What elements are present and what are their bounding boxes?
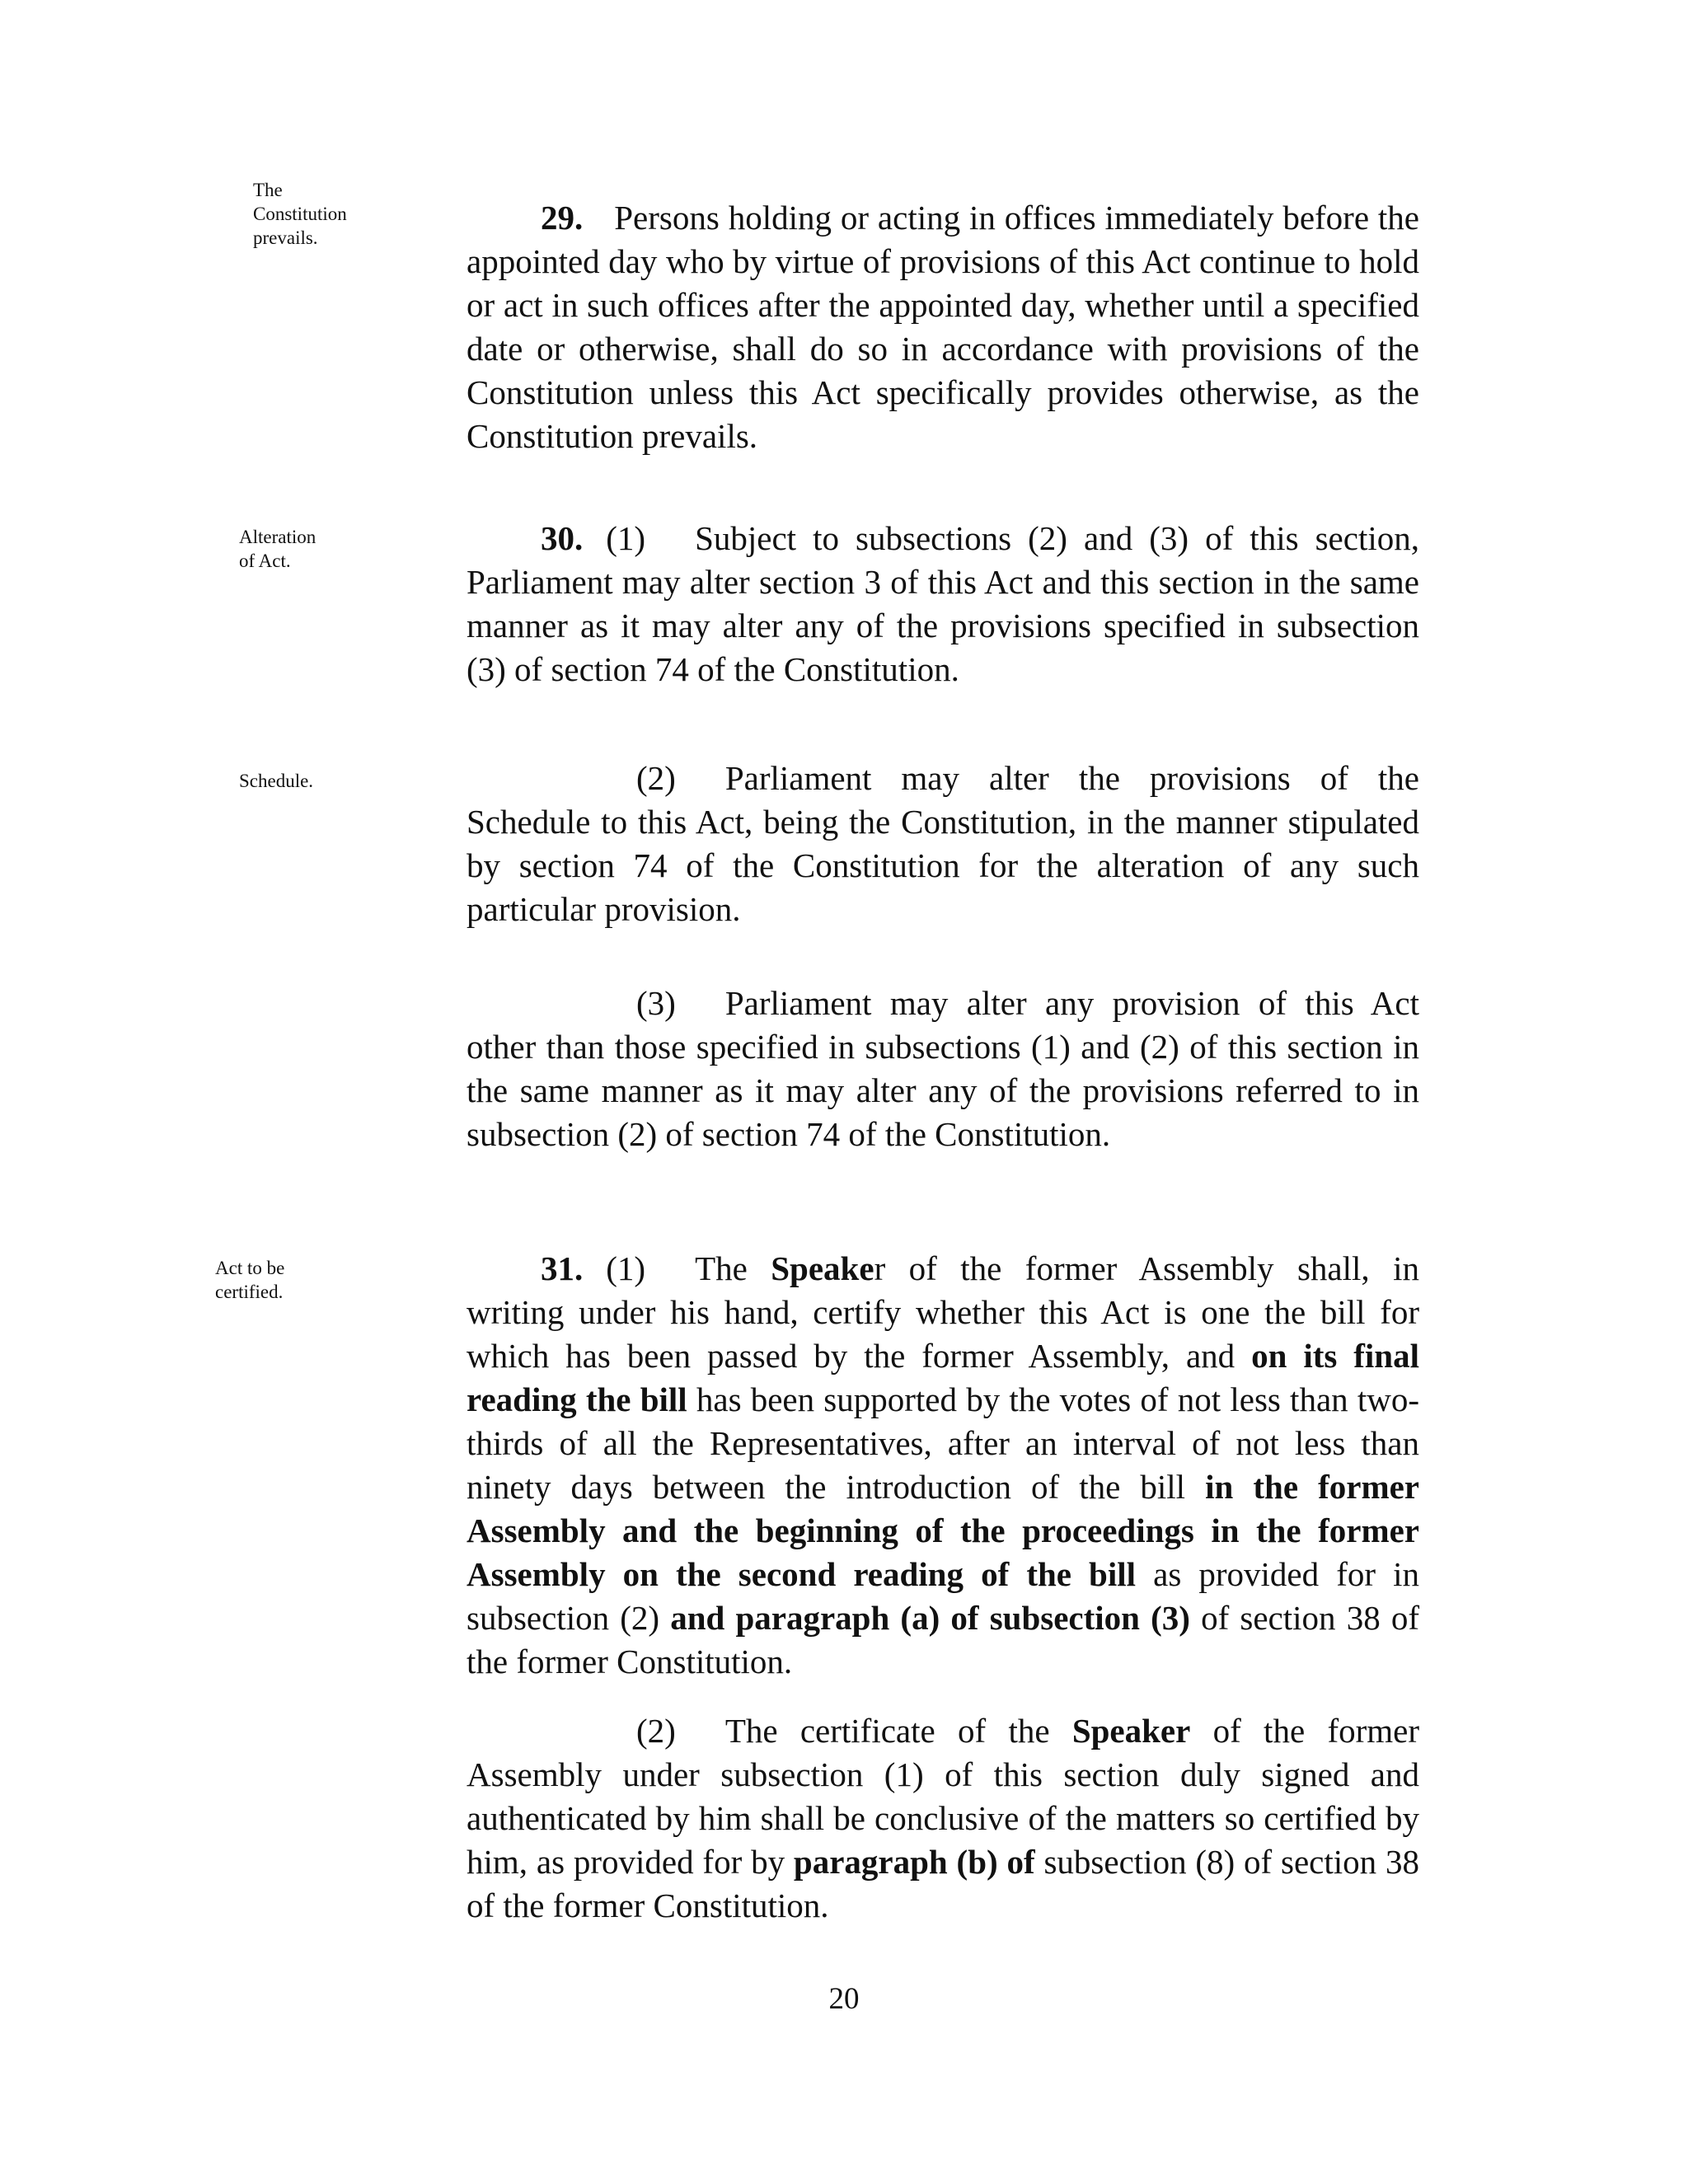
margin-note-alteration-of-act [239,525,316,573]
section-29 [467,196,1419,458]
text-run: The [695,1249,771,1287]
bold-run: Speake [771,1249,874,1287]
margin-note-line: Act to be [215,1258,285,1278]
margin-note-line: certified. [215,1282,284,1302]
subsection-text: Parliament may alter the provisions of the Schedule to this Act, being the Constitution, in the manner stipulated by section 74 of the Constitution for the alteration of any such particular provision. [467,759,1419,928]
section-number: 29. [541,199,584,237]
subsection-label: (2) [636,1712,676,1750]
subsection-label: (3) [636,984,676,1022]
bold-run: in the former Assembly and the beginning of the proceedings in the former Assembly on the second reading of the bill [467,1468,1419,1593]
section-number: 31. [541,1249,584,1287]
subsection-text: Subject to subsections (2) and (3) of this section, Parliament may alter section 3 of this Act and this section in the same manner as it may alter any of the provisions specified in subsection (3) of section 74 of the Constitution. [467,519,1419,688]
margin-note-line: Schedule. [239,771,314,791]
margin-note-line: Constitution [253,204,347,224]
section-30-subsection-2 [467,757,1419,931]
page-number: 20 [828,1982,860,2016]
text-run: r of the former Assembly shall, in writing under his hand, certify whether this Act is one the bill for which has been passed by the former Assembly, and [467,1249,1419,1375]
margin-note-schedule [239,769,313,793]
section-31-subsection-2 [467,1709,1419,1928]
bold-run: on its final reading the bill [467,1337,1419,1418]
bold-run: and paragraph (a) of subsection (3) [670,1599,1190,1637]
section-31-subsection-1 [467,1247,1419,1684]
text-run: The certificate of the [724,1712,1072,1750]
text-run: of section 38 of the former Constitution. [467,1599,1419,1680]
subsection-label: (2) [636,759,676,797]
text-run: as provided for in subsection (2) [467,1555,1419,1637]
margin-note-line: Alteration [239,527,316,547]
subsection-label: (1) [606,1249,646,1287]
subsection-label: (1) [606,519,646,557]
section-30-subsection-3 [467,982,1419,1156]
bold-run: Speaker [1071,1712,1191,1750]
bold-run: paragraph (b) of [793,1843,1035,1881]
text-run: has been supported by the votes of not less than two-thirds of all the Representatives, after an interval of not less than ninety days between the introduction of the bill [467,1380,1419,1506]
section-text: Persons holding or acting in offices immediately before the appointed day who by virtue of provisions of this Act continue to hold or act in such offices after the appointed day, whether until a specified date or otherwise, shall do so in accordance with provisions of the Constitution unless this Act specifically provides otherwise, as the Constitution prevails. [467,199,1419,455]
section-30-subsection-1 [467,517,1419,691]
text-run: of the former Assembly under subsection (1) of this section duly signed and authenticated by him shall be conclusive of the matters so certified by him, as provided for by [467,1712,1419,1881]
section-number: 30. [541,519,584,557]
margin-note-line: The [253,180,283,200]
margin-note-act-to-be-certified [215,1256,284,1304]
margin-note-line: of Act. [239,551,291,571]
margin-note-line: prevails. [253,227,318,248]
margin-note-constitution-prevails [253,178,347,250]
subsection-text: Parliament may alter any provision of this Act other than those specified in subsections (1) and (2) of this section in the same manner as it may alter any of the provisions referred to in subsection (2) of section 74 of the Constitution. [467,984,1419,1153]
text-run: subsection (8) of section 38 of the former Constitution. [467,1843,1419,1924]
